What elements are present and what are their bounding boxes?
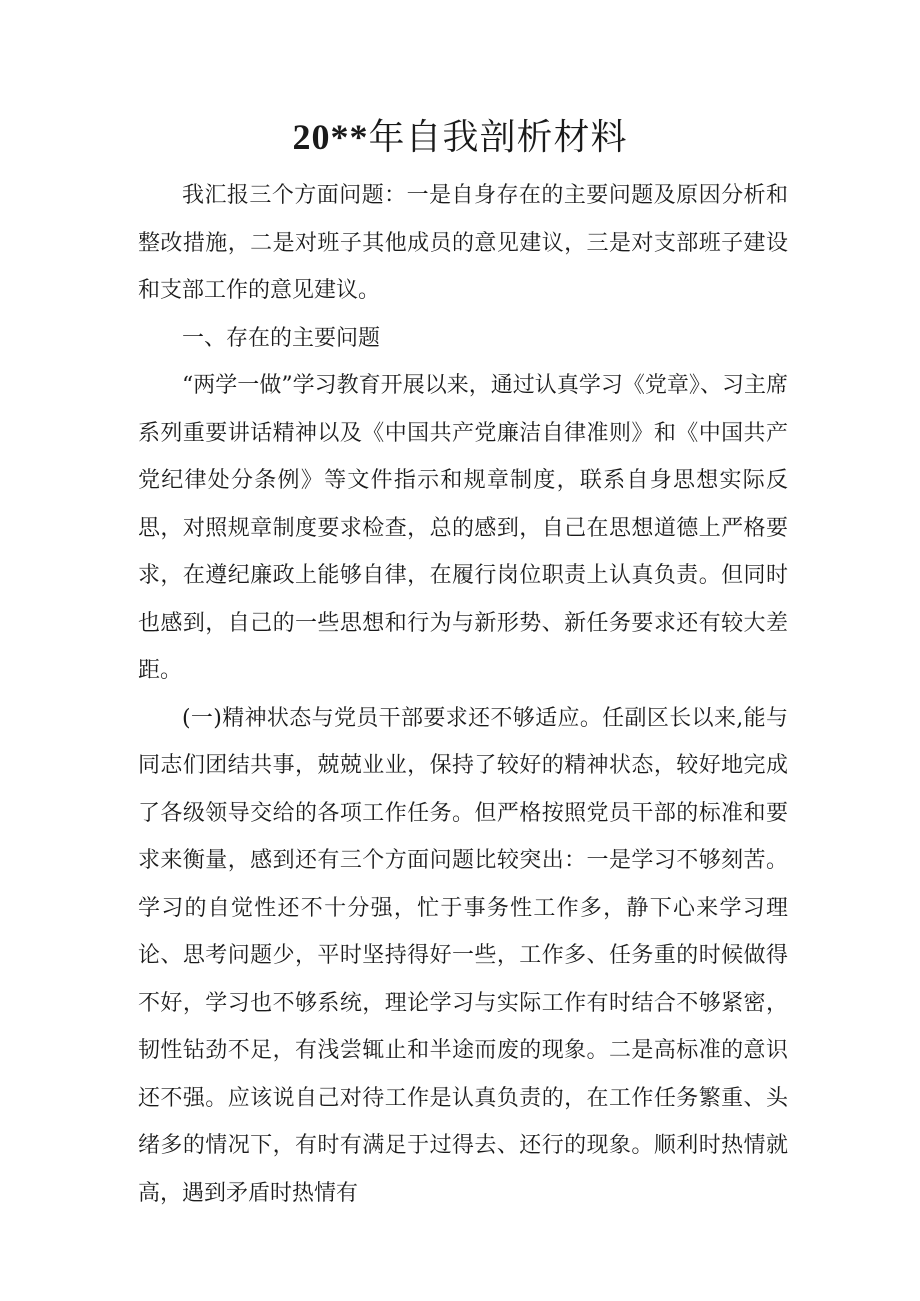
section-heading: 一、存在的主要问题 (182, 325, 381, 351)
body-paragraph: “两学一做”学习教育开展以来，通过认真学习《党章》、习主席系列重要讲话精神以及《中国共产党廉洁自律准则》和《中国共产党纪律处分条例》等文件指示和规章制度，联系自身思想实际反思，对照规章制度要求检查，总的感到，自己在思想道德上严格要求，在遵纪廉政上能够自律，在履行岗位职责上认真负责。但同时也感到，自己的一些思想和行为与新形势、新任务要求还有较大差距。 (138, 373, 788, 683)
title-year: 20** (292, 117, 369, 157)
body-paragraph: (一)精神状态与党员干部要求还不够适应。任副区长以来,能与同志们团结共事，兢兢业业，保持了较好的精神状态，较好地完成了各级领导交给的各项工作任务。但严格按照党员干部的标准和要求来衡量，感到还有三个方面问题比较突出：一是学习不够刻苦。学习的自觉性还不十分强，忙于事务性工作多，静下心来学习理论、思考问题少，平时坚持得好一些，工作多、任务重的时候做得不好，学习也不够系统，理论学习与实际工作有时结合不够紧密，韧性钻劲不足，有浅尝辄止和半途而废的现象。二是高标准的意识还不强。应该说自己对待工作是认真负责的，在工作任务繁重、头绪多的情况下，有时有满足于过得去、还行的现象。顺利时热情就高，遇到矛盾时热情有 (138, 705, 788, 1206)
page-title (0, 112, 920, 163)
document-body (138, 172, 788, 1217)
title-text: 年自我剖析材料 (368, 117, 628, 158)
intro-paragraph: 我汇报三个方面问题：一是自身存在的主要问题及原因分析和整改措施，二是对班子其他成员的意见建议，三是对支部班子建设和支部工作的意见建议。 (138, 183, 788, 303)
